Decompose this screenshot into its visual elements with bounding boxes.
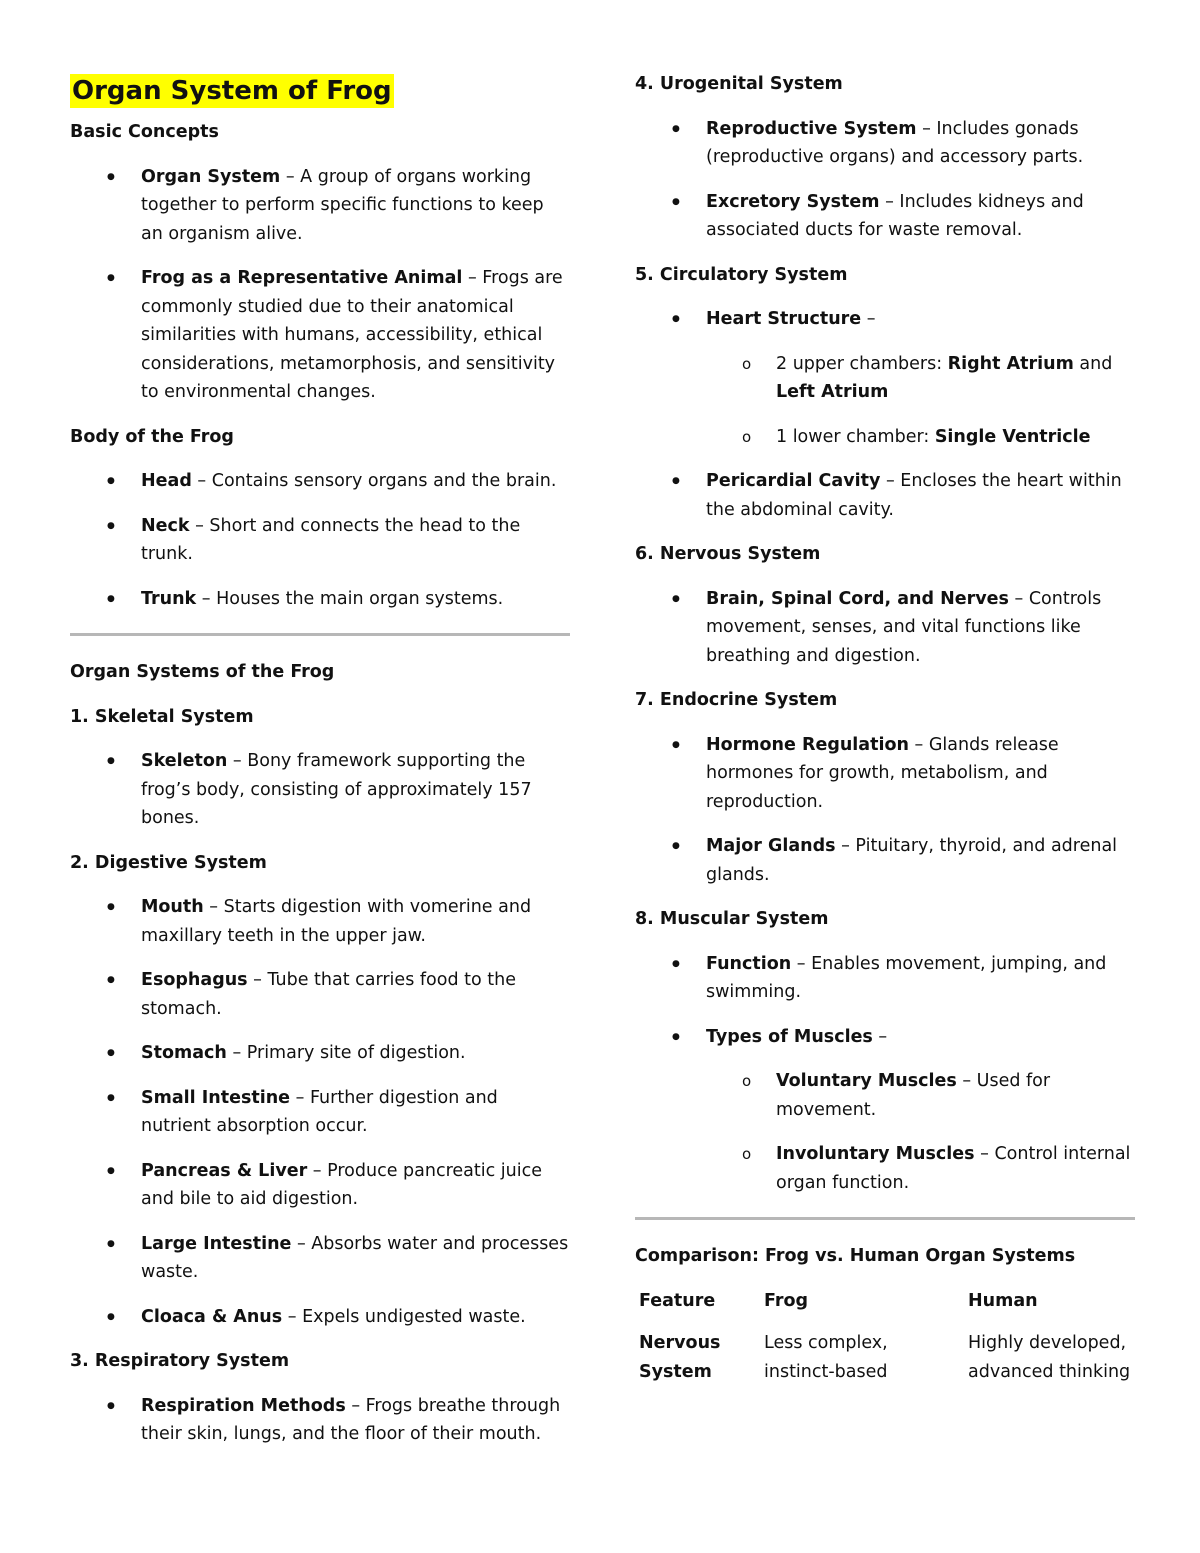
urogenital-heading: 4. Urogenital System <box>635 74 843 94</box>
nervous-list <box>635 585 1135 671</box>
muscular-list <box>635 950 1135 1198</box>
basic-concepts-heading: Basic Concepts <box>70 122 219 142</box>
sub-list-item: o Involuntary Muscles – Control internal organ function. <box>635 1140 1135 1197</box>
list-item: ● Organ System – A group of organs working together to perform specific functions to keep an organism alive. <box>70 163 570 249</box>
list-item: ● Pericardial Cavity – Encloses the heart within the abdominal cavity. <box>635 467 1135 524</box>
list-item: ● Brain, Spinal Cord, and Nerves – Controls movement, senses, and vital functions like breathing and digestion. <box>635 585 1135 671</box>
list-item: ● Major Glands – Pituitary, thyroid, and adrenal glands. <box>635 832 1135 889</box>
comparison-table <box>635 1287 1135 1387</box>
list-item: ● Pancreas & Liver – Produce pancreatic juice and bile to aid digestion. <box>70 1157 570 1214</box>
digestive-heading: 2. Digestive System <box>70 852 267 873</box>
list-item: ● Types of Muscles – <box>635 1023 1135 1052</box>
list-item: ● Esophagus – Tube that carries food to the stomach. <box>70 966 570 1023</box>
list-item: ● Hormone Regulation – Glands release hormones for growth, metabolism, and reproduction. <box>635 731 1135 817</box>
list-item: ● Frog as a Representative Animal – Frogs are commonly studied due to their anatomical similarities with humans, accessibility, ethical considerations, metamorphosis, and sensitivity to environmental changes. <box>70 264 570 407</box>
list-item: ● Small Intestine – Further digestion and nutrient absorption occur. <box>70 1084 570 1141</box>
section-divider <box>635 1217 1135 1220</box>
urogenital-list <box>635 115 1135 245</box>
right-column <box>635 70 1135 1386</box>
table-row <box>635 1329 1135 1386</box>
list-item: ● Stomach – Primary site of digestion. <box>70 1039 570 1068</box>
table-cell: Less complex, instinct-based <box>764 1333 888 1382</box>
list-item: ● Skeleton – Bony framework supporting the frog’s body, consisting of approximately 157 bones. <box>70 747 570 833</box>
table-cell: Nervous System <box>639 1333 721 1382</box>
body-of-frog-list <box>70 467 570 613</box>
skeletal-heading: 1. Skeletal System <box>70 706 254 727</box>
list-item: ● Respiration Methods – Frogs breathe through their skin, lungs, and the floor of their mouth. <box>70 1392 570 1449</box>
comparison-heading: Comparison: Frog vs. Human Organ Systems <box>635 1246 1076 1266</box>
endocrine-list <box>635 731 1135 890</box>
table-cell: Highly developed, advanced thinking <box>968 1333 1131 1382</box>
circulatory-heading: 5. Circulatory System <box>635 264 848 285</box>
column-header: Frog <box>764 1290 809 1311</box>
list-item: ● Function – Enables movement, jumping, and swimming. <box>635 950 1135 1007</box>
list-item: ● Trunk – Houses the main organ systems. <box>70 585 570 614</box>
page-title: Organ System of Frog <box>72 76 392 106</box>
table-header-row <box>635 1287 1135 1330</box>
skeletal-list <box>70 747 570 833</box>
nervous-heading: 6. Nervous System <box>635 544 821 564</box>
section-divider <box>70 633 570 636</box>
respiratory-heading: 3. Respiratory System <box>70 1351 290 1371</box>
list-item: ● Neck – Short and connects the head to the trunk. <box>70 512 570 569</box>
list-item: ● Mouth – Starts digestion with vomerine and maxillary teeth in the upper jaw. <box>70 893 570 950</box>
basic-concepts-list <box>70 163 570 407</box>
sub-list-item: o 1 lower chamber: Single Ventricle <box>635 423 1135 452</box>
sub-list-item: o 2 upper chambers: Right Atrium and Left Atrium <box>635 350 1135 407</box>
respiratory-list <box>70 1392 570 1449</box>
list-item: ● Heart Structure – <box>635 305 1135 334</box>
digestive-list <box>70 893 570 1331</box>
column-header: Human <box>968 1290 1038 1311</box>
body-of-frog-heading: Body of the Frog <box>70 426 234 447</box>
list-item: ● Head – Contains sensory organs and the brain. <box>70 467 570 496</box>
left-column <box>70 70 570 1465</box>
endocrine-heading: 7. Endocrine System <box>635 690 838 710</box>
muscular-heading: 8. Muscular System <box>635 909 829 929</box>
list-item: ● Cloaca & Anus – Expels undigested waste. <box>70 1303 570 1332</box>
list-item: ● Excretory System – Includes kidneys and associated ducts for waste removal. <box>635 188 1135 245</box>
sub-list-item: o Voluntary Muscles – Used for movement. <box>635 1067 1135 1124</box>
circulatory-list <box>635 305 1135 524</box>
list-item: ● Reproductive System – Includes gonads (reproductive organs) and accessory parts. <box>635 115 1135 172</box>
organ-systems-heading: Organ Systems of the Frog <box>70 662 335 682</box>
list-item: ● Large Intestine – Absorbs water and processes waste. <box>70 1230 570 1287</box>
column-header: Feature <box>639 1290 716 1311</box>
